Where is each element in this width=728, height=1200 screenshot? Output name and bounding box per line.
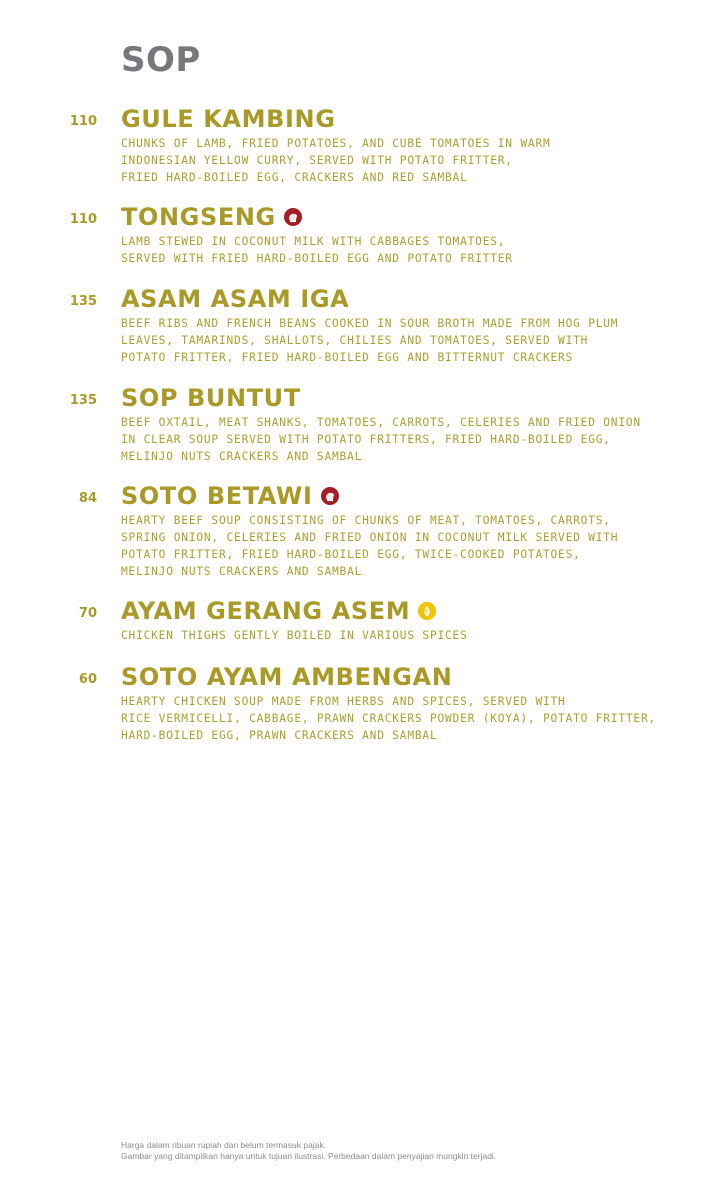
item-name: SOTO AYAM AMBENGAN [121,663,453,691]
footer-line: Harga dalam ribuan rupiah dan belum termasuk pajak. [121,1140,327,1150]
item-price: 84 [78,491,97,506]
healthy-choice-icon [418,602,436,620]
item-name: GULE KAMBING [121,105,336,133]
item-description [121,414,681,465]
item-price: 60 [78,672,97,687]
item-price: 70 [78,606,97,621]
chef-recommendation-icon [321,487,339,505]
description-line: LEAVES, TAMARINDS, SHALLOTS, CHILIES AND TOMATOES, SERVED WITH [121,334,589,347]
item-description [121,693,681,744]
description-line: CHUNKS OF LAMB, FRIED POTATOES, AND CUBE TOMATOES IN WARM [121,137,551,150]
footer-line: Gambar yang ditampilkan hanya untuk tujuan ilustrasi. Perbedaan dalam penyajian mungkin terjadi. [121,1151,497,1161]
description-line: HEARTY CHICKEN SOUP MADE FROM HERBS AND SPICES, SERVED WITH [121,695,566,708]
chef-recommendation-icon [284,208,302,226]
item-price: 135 [69,294,97,309]
item-name: ASAM ASAM IGA [121,285,350,313]
description-line: SERVED WITH FRIED HARD-BOILED EGG AND POTATO FRITTER [121,252,513,265]
description-line: POTATO FRITTER, FRIED HARD-BOILED EGG AND BITTERNUT CRACKERS [121,351,574,364]
description-line: CHICKEN THIGHS GENTLY BOILED IN VARIOUS SPICES [121,629,468,642]
description-line: MELINJO NUTS CRACKERS AND SAMBAL [121,565,363,578]
item-price: 110 [69,114,97,129]
description-line: MELINJO NUTS CRACKERS AND SAMBAL [121,450,363,463]
item-description [121,233,681,267]
item-price: 110 [69,212,97,227]
page-title: SOP [121,40,201,80]
item-description [121,135,681,186]
description-line: BEEF OXTAIL, MEAT SHANKS, TOMATOES, CARROTS, CELERIES AND FRIED ONION [121,416,641,429]
description-line: LAMB STEWED IN COCONUT MILK WITH CABBAGES TOMATOES, [121,235,506,248]
description-line: BEEF RIBS AND FRENCH BEANS COOKED IN SOUR BROTH MADE FROM HOG PLUM [121,317,619,330]
item-description [121,315,681,366]
description-line: POTATO FRITTER, FRIED HARD-BOILED EGG, TWICE-COOKED POTATOES, [121,548,581,561]
item-name: SOP BUNTUT [121,384,301,412]
item-description [121,627,681,644]
item-name: SOTO BETAWI [121,482,313,510]
description-line: HEARTY BEEF SOUP CONSISTING OF CHUNKS OF MEAT, TOMATOES, CARROTS, [121,514,611,527]
item-description [121,512,681,580]
description-line: HARD-BOILED EGG, PRAWN CRACKERS AND SAMBAL [121,729,438,742]
description-line: INDONESIAN YELLOW CURRY, SERVED WITH POTATO FRITTER, [121,154,513,167]
item-price: 135 [69,393,97,408]
item-name: AYAM GERANG ASEM [121,597,411,625]
description-line: RICE VERMICELLI, CABBAGE, PRAWN CRACKERS POWDER (KOYA), POTATO FRITTER, [121,712,657,725]
description-line: SPRING ONION, CELERIES AND FRIED ONION IN COCONUT MILK SERVED WITH [121,531,619,544]
item-name: TONGSENG [121,203,276,231]
description-line: IN CLEAR SOUP SERVED WITH POTATO FRITTERS, FRIED HARD-BOILED EGG, [121,433,611,446]
footer-note [121,1140,496,1162]
description-line: FRIED HARD-BOILED EGG, CRACKERS AND RED SAMBAL [121,171,468,184]
